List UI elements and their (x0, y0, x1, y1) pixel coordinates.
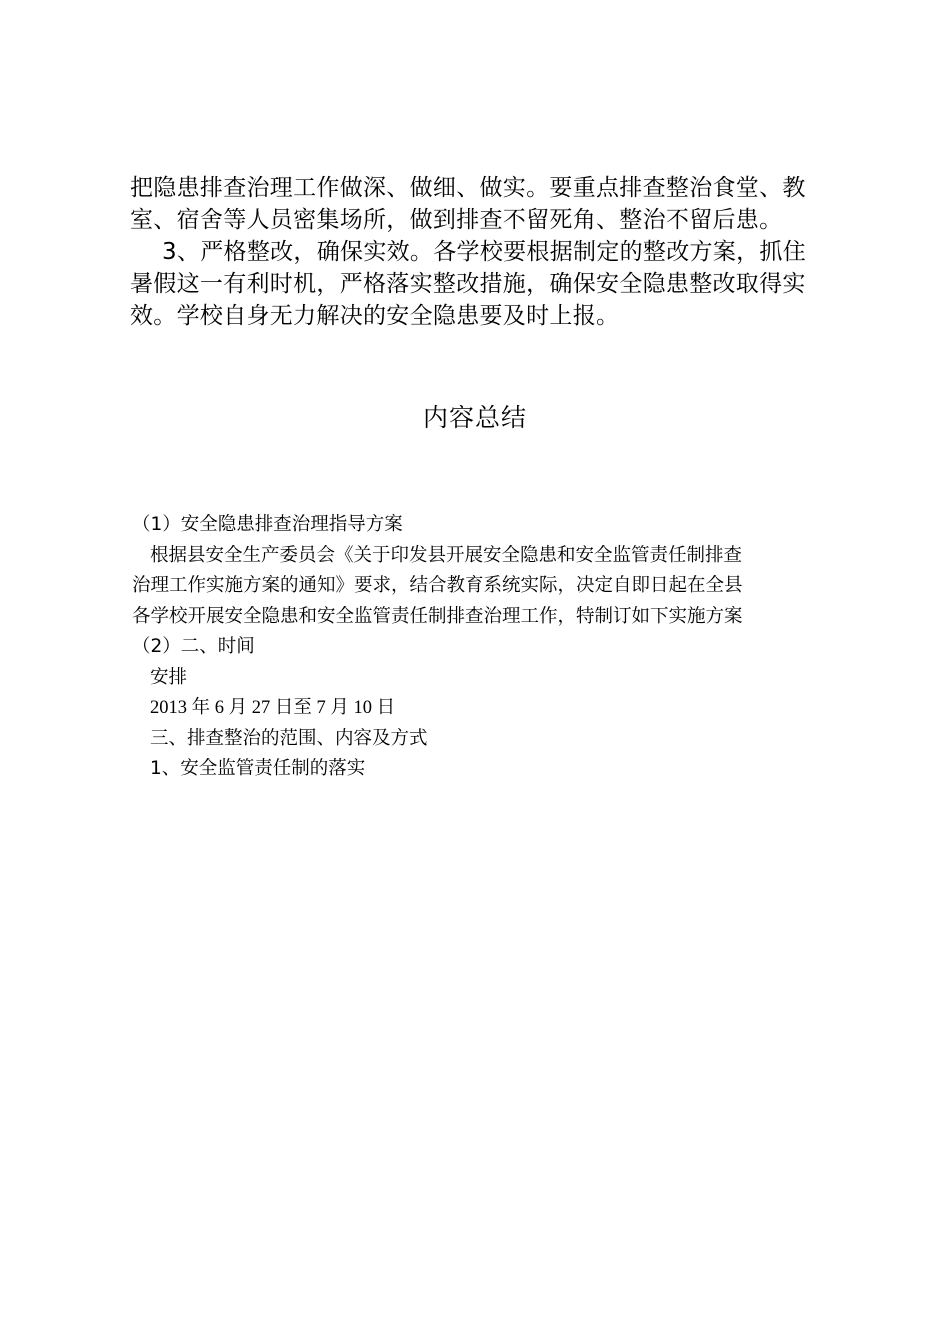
summary-section (132, 510, 832, 785)
summary-intro-line-3: 各学校开展安全隐患和安全监管责任制排查治理工作，特制订如下实施方案 (132, 605, 743, 627)
summary-intro-line-2: 治理工作实施方案的通知》要求，结合教育系统实际，决定自即日起在全县 (132, 575, 743, 596)
body-text (130, 172, 822, 332)
summary-section-3: 三、排查整治的范围、内容及方式 (150, 727, 428, 749)
paragraph-hazard-inspection: 把隐患排查治理工作做深、做细、做实。要重点排查整治食堂、教室、宿舍等人员密集场所，做到排查不留死角、整治不留后患。 (130, 175, 806, 233)
summary-arrange: 安排 (150, 666, 188, 688)
summary-item-2: （2）二、时间 (132, 636, 255, 657)
summary-item-1: （1）安全隐患排查治理指导方案 (132, 514, 403, 535)
summary-sub-item-1: 1、安全监管责任制的落实 (150, 758, 366, 779)
paragraph-rectification: 3、严格整改，确保实效。各学校要根据制定的整改方案，抓住暑假这一有利时机，严格落实整改措施，确保安全隐患整改取得实效。学校自身无力解决的安全隐患要及时上报。 (130, 239, 807, 329)
summary-title: 内容总结 (422, 403, 527, 432)
summary-intro-line-1: 根据县安全生产委员会《关于印发县开展安全隐患和安全监管责任制排查 (150, 544, 743, 566)
summary-date-range: 2013 年 6 月 27 日至 7 月 10 日 (150, 698, 396, 718)
